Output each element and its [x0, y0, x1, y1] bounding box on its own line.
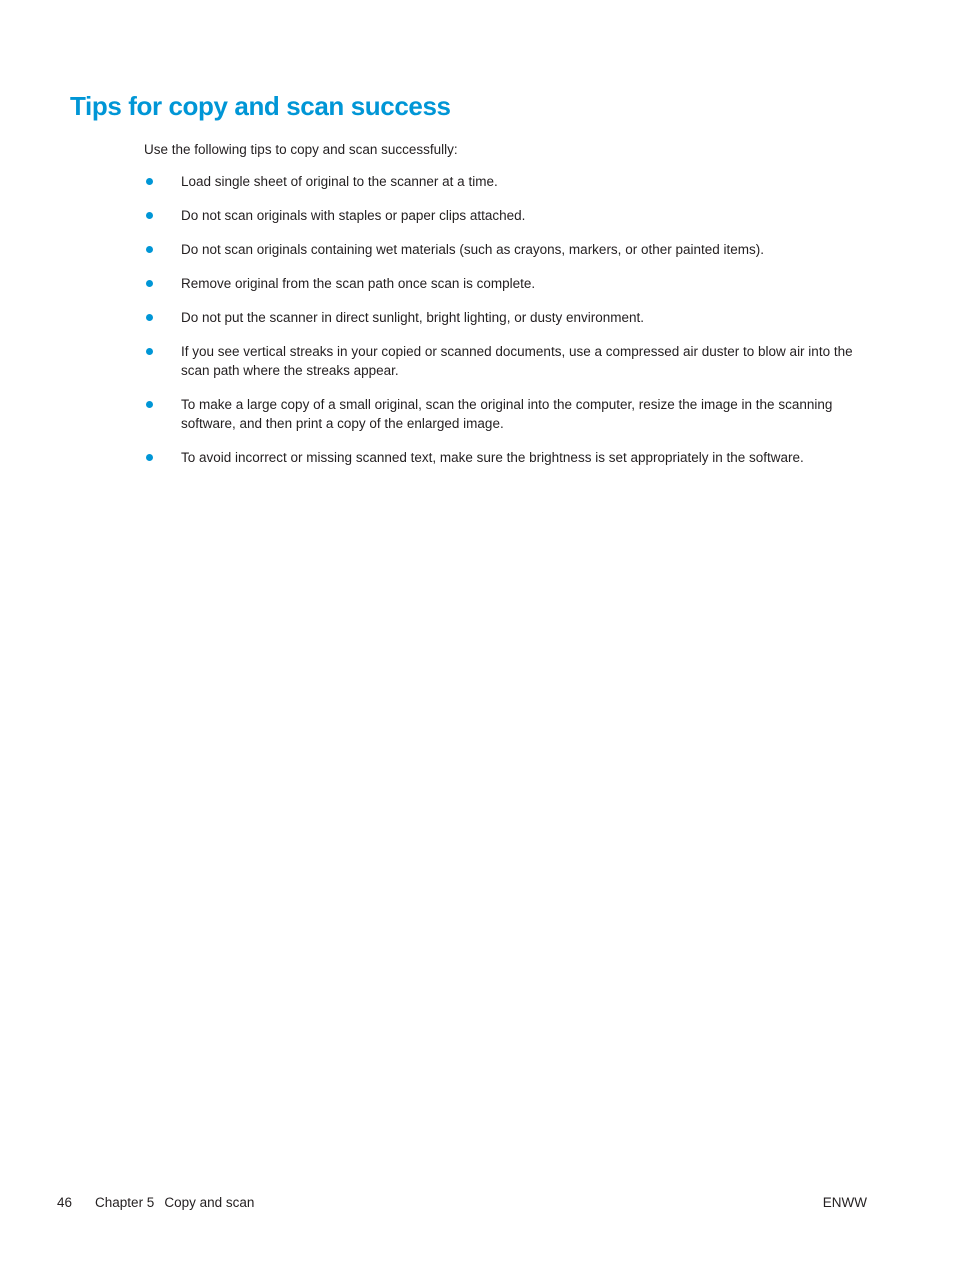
tip-text: Do not scan originals containing wet materials (such as crayons, markers, or other painted items). — [181, 242, 765, 257]
bullet-dot-icon — [146, 314, 153, 321]
tip-text: Load single sheet of original to the scanner at a time. — [181, 174, 498, 189]
tip-text: Do not put the scanner in direct sunlight, bright lighting, or dusty environment. — [181, 310, 645, 325]
tip-text: Remove original from the scan path once scan is complete. — [181, 276, 536, 291]
tip-item — [144, 240, 876, 259]
page-footer — [57, 1195, 867, 1210]
tip-item — [144, 308, 876, 327]
tip-item — [144, 206, 876, 225]
bullet-dot-icon — [146, 348, 153, 355]
tip-text: If you see vertical streaks in your copied or scanned documents, use a compressed air duster to blow air into the scan path where the streaks appear. — [181, 344, 853, 378]
tip-item — [144, 172, 876, 191]
tip-item — [144, 448, 876, 467]
bullet-dot-icon — [146, 280, 153, 287]
tip-text: To avoid incorrect or missing scanned text, make sure the brightness is set appropriately in the software. — [181, 450, 804, 465]
bullet-dot-icon — [146, 178, 153, 185]
tip-item — [144, 274, 876, 293]
bullet-dot-icon — [146, 401, 153, 408]
footer-left — [57, 1195, 254, 1210]
tip-item — [144, 395, 876, 433]
tip-item — [144, 342, 876, 380]
tip-text: Do not scan originals with staples or paper clips attached. — [181, 208, 526, 223]
tip-text: To make a large copy of a small original, scan the original into the computer, resize the image in the scanning software, and then print a copy of the enlarged image. — [181, 397, 833, 431]
page-number: 46 — [57, 1195, 73, 1210]
edition-code: ENWW — [822, 1195, 867, 1210]
bullet-dot-icon — [146, 246, 153, 253]
intro-text: Use the following tips to copy and scan successfully: — [144, 142, 458, 157]
bullet-dot-icon — [146, 212, 153, 219]
bullet-dot-icon — [146, 454, 153, 461]
chapter-label: Chapter 5 — [95, 1195, 155, 1210]
chapter-title: Copy and scan — [164, 1195, 255, 1210]
tips-list — [144, 172, 876, 482]
page-title: Tips for copy and scan success — [70, 91, 451, 121]
